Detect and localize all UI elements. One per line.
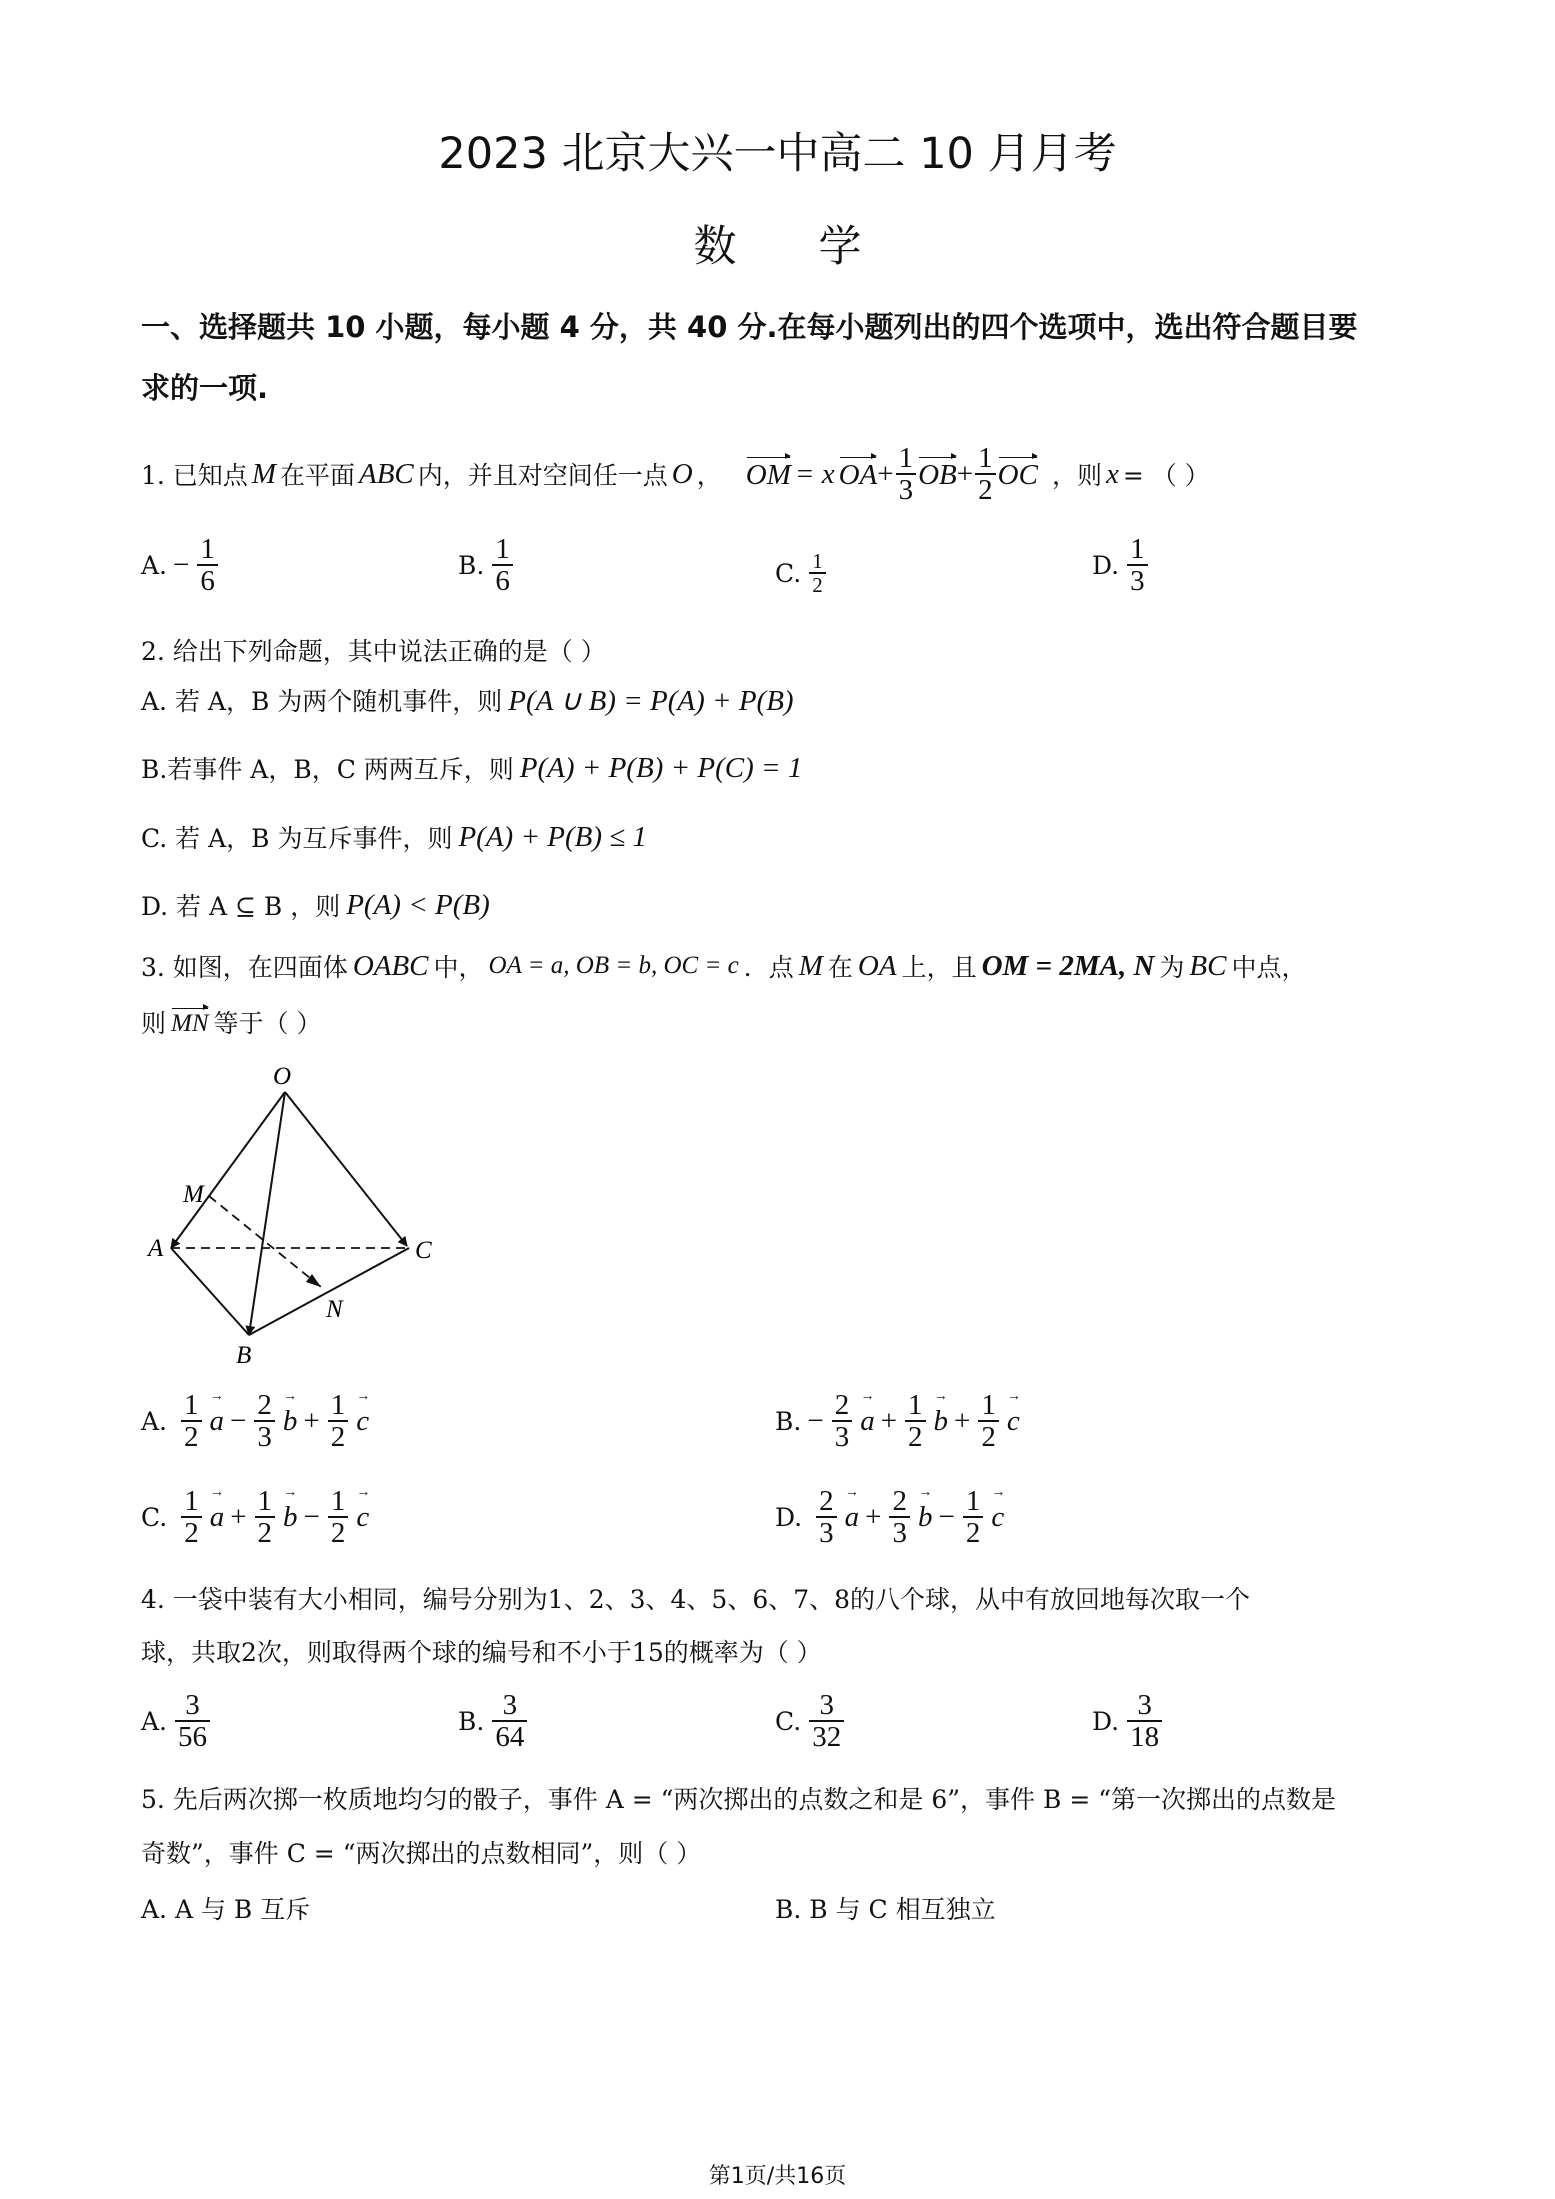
q1-eq-mid: = x: [794, 457, 835, 490]
q5-line-2: 奇数”，事件 C = “两次掷出的点数相同”，则（ ）: [141, 1839, 702, 1868]
q2-option-a[interactable]: [141, 682, 794, 718]
vector-ob-line: [249, 1092, 285, 1335]
option-math: P(A) + P(B) ≤ 1: [458, 820, 647, 853]
q1-option-b[interactable]: [458, 534, 515, 597]
fraction-num: 1: [184, 1389, 199, 1421]
fraction-den: 3: [1127, 564, 1148, 596]
q1-ask: ，则: [1051, 461, 1102, 490]
option-fraction: [809, 550, 826, 596]
option-text: C. 若 A，B 为互斥事件，则: [141, 824, 453, 853]
q3-line-2: [141, 1004, 321, 1040]
term-fraction: [905, 1390, 926, 1453]
tetrahedron-figure: [140, 1060, 460, 1370]
fraction-den: 2: [328, 1420, 349, 1452]
q3-text-f: 为: [1159, 953, 1185, 982]
fraction-den: 2: [978, 1420, 999, 1452]
vector-c: c →: [1007, 1405, 1020, 1438]
vector-a: a →: [210, 1405, 225, 1438]
question-1: [141, 434, 1210, 514]
q3-option-c[interactable]: [141, 1486, 369, 1549]
fraction-den: 2: [328, 1516, 349, 1548]
vector-a: a →: [210, 1501, 225, 1534]
q1-option-d[interactable]: [1092, 534, 1150, 597]
q1-plus2: +: [956, 457, 974, 490]
q1-plane-abc: ABC: [359, 457, 414, 490]
fraction-den: 2: [809, 572, 826, 596]
fraction-num: 1: [908, 1389, 923, 1421]
q1-equation: [746, 443, 1038, 506]
option-label: A.: [141, 550, 168, 580]
fraction-den: 18: [1127, 1720, 1162, 1752]
term-fraction: [328, 1486, 349, 1549]
q5-option-a[interactable]: A. A 与 B 互斥: [141, 1895, 311, 1924]
vector-c: c →: [356, 1501, 369, 1534]
term-sign: +: [230, 1500, 247, 1533]
fraction-den: 2: [181, 1516, 202, 1548]
q3-vectors: OA = a, OB = b, OC = c: [488, 952, 739, 979]
edge-ab: [171, 1248, 249, 1335]
fraction-num: 1: [495, 533, 510, 565]
vector-om: OM: [746, 456, 791, 492]
q3-text-g: 中点，: [1231, 953, 1307, 982]
page-title: 2023 北京大兴一中高二 10 月月考: [438, 129, 1117, 179]
q2-option-d[interactable]: [141, 887, 490, 923]
term-fraction: [978, 1390, 999, 1453]
option-label: A.: [141, 1406, 168, 1436]
vector-b: b →: [283, 1405, 298, 1438]
fraction-num: 2: [819, 1485, 834, 1517]
page-subject: 数 学: [693, 222, 862, 272]
q3-text-h: 则: [141, 1009, 167, 1038]
vector-b: b →: [934, 1405, 949, 1438]
q1-option-c[interactable]: [775, 550, 828, 596]
label-n: N: [326, 1296, 343, 1323]
term-fraction: [181, 1390, 202, 1453]
option-fraction: [492, 534, 513, 597]
option-label: B.: [458, 550, 485, 580]
q3-text-c: ．点: [743, 953, 794, 982]
fraction-num: 1: [330, 1485, 346, 1517]
q2-option-b[interactable]: [141, 750, 802, 786]
option-fraction: [1127, 1690, 1162, 1753]
option-math: P(A ∪ B) = P(A) + P(B): [508, 684, 794, 717]
q4-option-c[interactable]: [775, 1690, 846, 1753]
q3-text-b: 中，: [433, 953, 484, 982]
vector-oc-line: [285, 1092, 407, 1246]
option-label: B.: [458, 1706, 485, 1736]
q4-option-b[interactable]: [458, 1690, 529, 1753]
fraction-num: 3: [819, 1689, 834, 1721]
option-math: P(A) + P(B) + P(C) = 1: [519, 751, 803, 784]
q4-option-d[interactable]: [1092, 1690, 1164, 1753]
term-fraction: [255, 1486, 276, 1549]
q3-option-b[interactable]: [775, 1390, 1020, 1453]
label-c: C: [415, 1237, 432, 1264]
term-fraction: [832, 1390, 853, 1453]
q3-condition: OM = 2MA, N: [981, 949, 1155, 982]
vector-c: c →: [991, 1501, 1004, 1534]
q1-text4: ，: [696, 461, 722, 490]
vector-mn: MN: [171, 1007, 209, 1038]
term-sign: −: [938, 1500, 955, 1533]
fraction-num: 3: [502, 1689, 518, 1721]
q4-option-a[interactable]: [141, 1690, 212, 1753]
q3-line-1: [141, 948, 1307, 984]
q1-text3: 内，并且对空间任一点: [417, 461, 668, 490]
term-fraction: [889, 1486, 910, 1549]
option-label: D.: [775, 1502, 803, 1532]
fraction-num: 1: [257, 1485, 273, 1517]
vector-oc: OC: [998, 456, 1038, 492]
option-text: B.若事件 A，B，C 两两互斥，则: [141, 755, 514, 784]
q3-text-i: 等于（ ）: [213, 1009, 322, 1038]
term-sign: +: [865, 1500, 882, 1533]
fraction-num: 2: [892, 1485, 907, 1517]
vector-b: b →: [918, 1501, 933, 1534]
option-text: D. 若 A ⊆ B ，则: [141, 892, 341, 921]
option-label: C.: [775, 558, 802, 588]
term-sign: +: [880, 1404, 898, 1437]
fraction-den: 3: [889, 1516, 910, 1548]
term-sign: −: [807, 1404, 824, 1437]
q2-stem: 2. 给出下列命题，其中说法正确的是（ ）: [141, 637, 606, 666]
q3-segment-oa: OA: [857, 949, 897, 982]
vector-a: a →: [860, 1405, 875, 1438]
term-sign: +: [303, 1404, 320, 1437]
option-fraction: [492, 1690, 527, 1753]
term-fraction: [328, 1390, 349, 1453]
option-text: A. 若 A，B 为两个随机事件，则: [141, 687, 503, 716]
label-a: A: [148, 1235, 164, 1262]
section-heading-line2: 求的一项.: [141, 371, 269, 405]
q1-f2-num: 1: [978, 441, 993, 474]
vector-b: b →: [283, 1501, 298, 1534]
option-fraction: [175, 1690, 210, 1753]
option-sign: −: [173, 548, 190, 581]
option-label: C.: [141, 1502, 168, 1532]
q1-f2-den: 2: [975, 473, 996, 505]
q3-tetrahedron: OABC: [352, 949, 429, 982]
q1-fraction-2: [975, 443, 996, 506]
label-b: B: [236, 1342, 252, 1369]
q3-text-a: 3. 如图，在四面体: [141, 953, 348, 982]
q3-option-d[interactable]: [775, 1486, 1004, 1549]
label-m: M: [183, 1181, 204, 1208]
fraction-num: 1: [1130, 533, 1145, 565]
term-fraction: [963, 1486, 984, 1549]
option-label: B.: [775, 1406, 802, 1436]
q3-segment-bc: BC: [1189, 949, 1227, 982]
fraction-den: 56: [175, 1720, 210, 1752]
fraction-den: 2: [905, 1420, 926, 1452]
q1-f1-num: 1: [898, 441, 914, 474]
fraction-den: 64: [492, 1720, 527, 1752]
q1-option-a[interactable]: [141, 534, 220, 597]
vector-mn-line: [209, 1196, 321, 1287]
fraction-num: 1: [184, 1485, 199, 1517]
q3-option-a[interactable]: [141, 1390, 369, 1453]
q5-line-1: 5. 先后两次掷一枚质地均匀的骰子，事件 A = “两次掷出的点数之和是 6”，事件 B = “第一次掷出的点数是: [141, 1785, 1336, 1814]
option-label: C.: [775, 1706, 802, 1736]
page-number: 第1页/共16页: [708, 2164, 847, 2189]
fraction-den: 2: [181, 1420, 202, 1452]
vector-ob: OB: [918, 456, 957, 492]
fraction-den: 3: [816, 1516, 837, 1548]
term-sign: −: [230, 1404, 247, 1437]
vector-a: a →: [845, 1501, 860, 1534]
fraction-den: 3: [832, 1420, 853, 1452]
fraction-num: 2: [834, 1389, 850, 1421]
fraction-den: 2: [255, 1516, 276, 1548]
term-fraction: [254, 1390, 275, 1453]
q1-point-o: O: [671, 457, 693, 490]
option-math: P(A) < P(B): [346, 888, 490, 921]
vector-oa: OA: [839, 456, 878, 492]
fraction-num: 1: [200, 533, 215, 565]
q1-f1-den: 3: [896, 473, 917, 505]
option-label: D.: [1092, 550, 1120, 580]
q3-point-m: M: [798, 949, 823, 982]
fraction-num: 3: [185, 1689, 200, 1721]
q1-ask2: = （ ）: [1122, 461, 1210, 490]
fraction-num: 1: [965, 1485, 981, 1517]
option-label: D.: [1092, 1706, 1120, 1736]
label-o: O: [273, 1063, 292, 1090]
term-fraction: [181, 1486, 202, 1549]
option-label: A.: [141, 1706, 168, 1736]
option-fraction: [1127, 534, 1148, 597]
option-fraction: [809, 1690, 844, 1753]
q3-text-e: 上，且: [901, 953, 977, 982]
q2-option-c[interactable]: [141, 819, 647, 855]
term-sign: −: [303, 1500, 320, 1533]
term-fraction: [816, 1486, 837, 1549]
fraction-num: 1: [812, 549, 823, 573]
section-heading-line1: 一、选择题共 10 小题，每小题 4 分，共 40 分.在每小题列出的四个选项中，选出符合题目要: [141, 310, 1358, 344]
fraction-num: 1: [330, 1389, 346, 1421]
fraction-den: 6: [197, 564, 218, 596]
fraction-den: 2: [963, 1516, 984, 1548]
option-fraction: [197, 534, 218, 597]
q1-text2: 在平面: [279, 461, 355, 490]
vector-c: c →: [356, 1405, 369, 1438]
fraction-num: 1: [981, 1389, 996, 1421]
vector-oa-line: [171, 1092, 285, 1248]
q5-option-b[interactable]: B. B 与 C 相互独立: [775, 1895, 996, 1924]
fraction-num: 3: [1137, 1689, 1152, 1721]
q1-fraction-1: [896, 443, 917, 506]
fraction-den: 3: [254, 1420, 275, 1452]
q1-plus1: +: [877, 457, 894, 490]
q4-line-1: 4. 一袋中装有大小相同，编号分别为1、2、3、4、5、6、7、8的八个球，从中有放回地每次取一个: [141, 1585, 1251, 1614]
q1-text1: 1. 已知点: [141, 461, 248, 490]
q3-text-d: 在: [827, 953, 853, 982]
term-sign: +: [954, 1404, 971, 1437]
fraction-den: 6: [492, 564, 513, 596]
fraction-num: 2: [257, 1389, 272, 1421]
q1-point-m: M: [251, 457, 276, 490]
q4-line-2: 球，共取2次，则取得两个球的编号和不小于15的概率为（ ）: [141, 1638, 822, 1667]
fraction-den: 32: [809, 1720, 844, 1752]
q1-x-var: x: [1105, 457, 1119, 490]
